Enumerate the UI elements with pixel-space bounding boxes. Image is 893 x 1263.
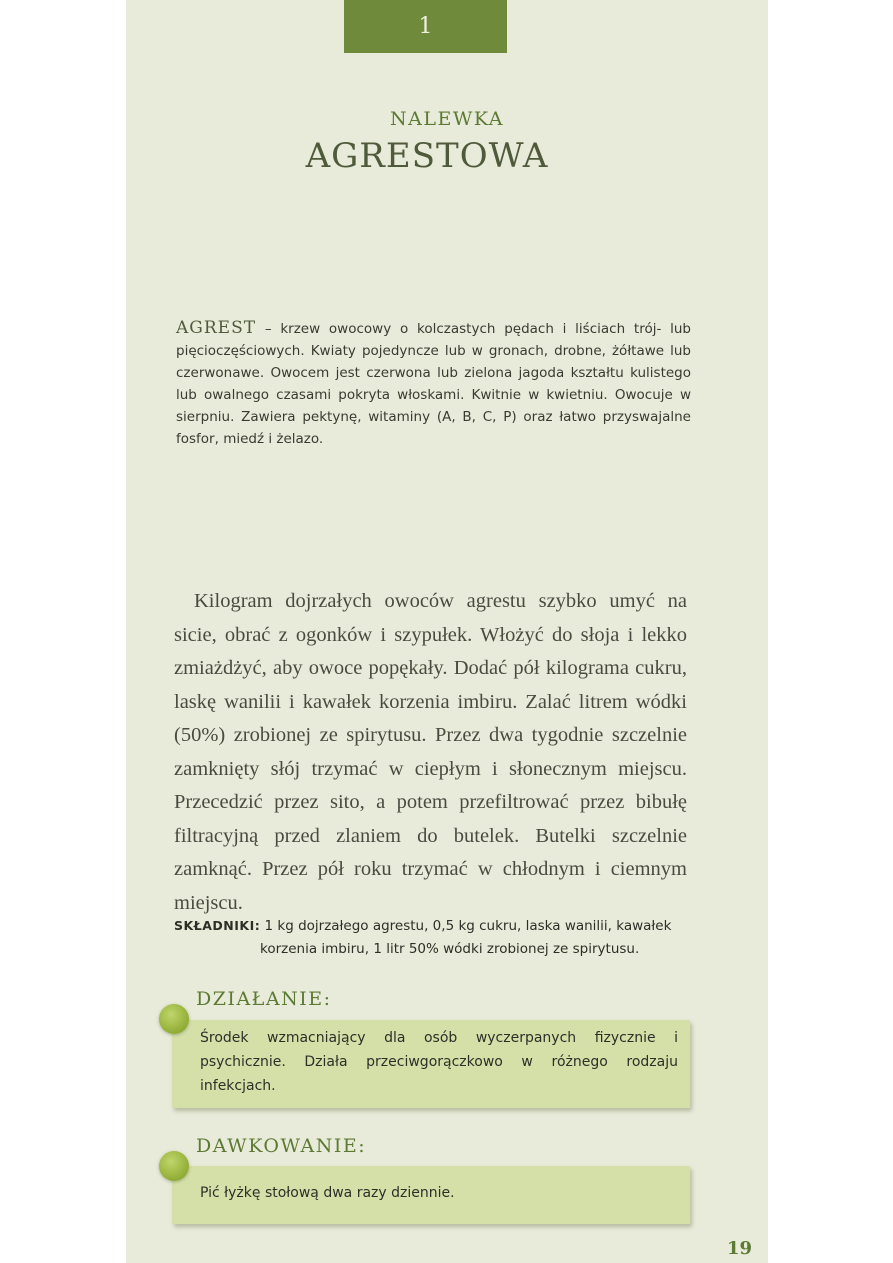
chapter-number: 1	[418, 14, 433, 39]
recipe-paragraph: Kilogram dojrzałych owoców agrestu szybko umyć na sicie, obrać z ogonków i szypułek. Włożyć do słoja i lekko zmiażdżyć, aby owoce popękały. Dodać pół kilograma cukru, laskę wanilii i kawałek korzenia imbiru. Zalać litrem wódki (50%) zrobionej ze spirytusu. Przez dwa tygodnie szczelnie zamknięty słój trzymać w ciepłym i słonecznym miejscu. Przecedzić przez sito, a potem przefiltrować przez bibułę filtracyjną przed zlaniem do butelek. Butelki szczelnie zamknąć. Przez pół roku trzymać w chłodnym i ciemnym miejscu.	[174, 590, 687, 914]
page-number: 19	[727, 1238, 753, 1259]
dosage-heading: DAWKOWANIE:	[196, 1135, 367, 1157]
intro-paragraph	[176, 317, 691, 450]
ingredients	[174, 914, 694, 961]
intro-lead-word: AGREST	[176, 318, 257, 338]
title-big: AGRESTOWA	[305, 136, 549, 176]
intro-text: – krzew owocowy o kolczastych pędach i liściach trój- lub pięcioczęściowych. Kwiaty pojedyncze lub w gronach, drobne, żółtawe lub czerwonawe. Owocem jest czerwona lub zielona jagoda kształtu kulistego lub owalnego czasami pokryta włoskami. Kwitnie w kwietniu. Owocuje w sierpniu. Zawiera pektynę, witaminy (A, B, C, P) oraz łatwo przyswajalne fosfor, miedź i żelazo.	[176, 321, 691, 447]
action-heading: DZIAŁANIE:	[196, 988, 332, 1010]
dosage-bullet-dot	[159, 1151, 189, 1181]
chapter-number-tab	[344, 0, 507, 53]
ingredients-line-1: 1 kg dojrzałego agrestu, 0,5 kg cukru, laska wanilii, kawałek	[260, 918, 672, 934]
ingredients-line-2: korzenia imbiru, 1 litr 50% wódki zrobionej ze spirytusu.	[260, 941, 640, 957]
ingredients-label: SKŁADNIKI:	[174, 918, 261, 933]
dosage-box	[172, 1166, 690, 1224]
dosage-text: Pić łyżkę stołową dwa razy dziennie.	[200, 1185, 455, 1201]
action-bullet-dot	[159, 1004, 189, 1034]
action-text: Środek wzmacniający dla osób wyczerpanych fizycznie i psychicznie. Działa przeciwgorączkowo w różnego rodzaju infekcjach.	[200, 1030, 678, 1094]
book-page	[126, 0, 768, 1263]
title-small: NALEWKA	[389, 108, 504, 130]
action-box	[172, 1020, 690, 1108]
